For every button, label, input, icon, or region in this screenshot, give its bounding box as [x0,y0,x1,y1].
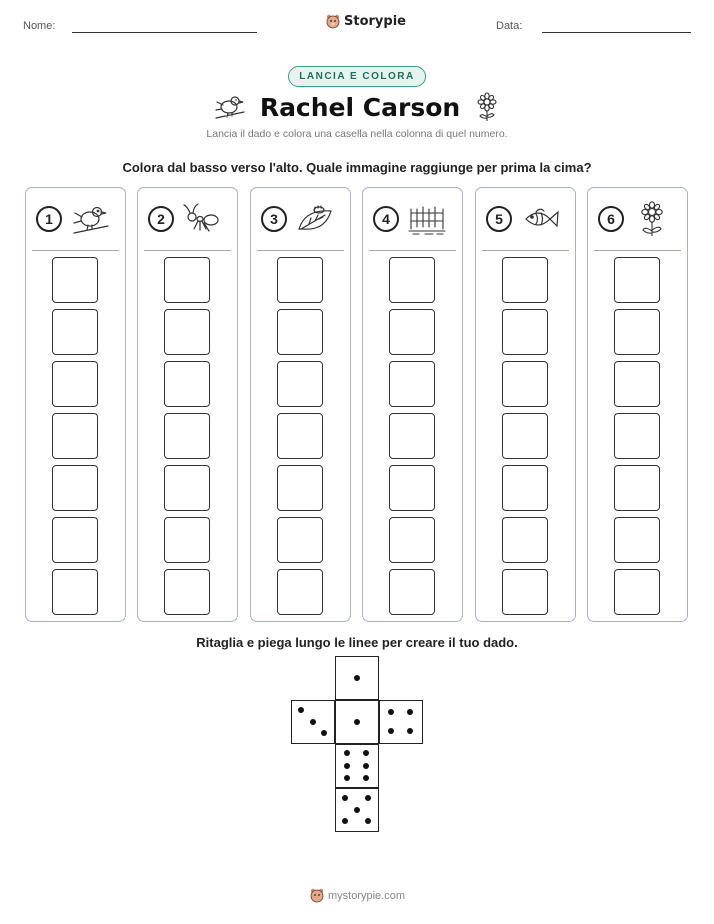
color-box[interactable] [389,517,435,563]
dice-face-3 [291,700,335,744]
color-box[interactable] [614,413,660,459]
storypie-mascot-icon [310,888,324,903]
color-box[interactable] [614,517,660,563]
flower-icon [474,92,500,122]
subtitle: Lancia il dado e colora una casella nella colonna di quel numero. [206,128,508,140]
color-box[interactable] [52,465,98,511]
dice-pip [363,763,369,769]
dice-pip [310,719,316,725]
color-box[interactable] [164,361,210,407]
dice-pip [363,750,369,756]
color-box[interactable] [52,517,98,563]
color-box[interactable] [277,257,323,303]
dice-pip [388,709,394,715]
name-line[interactable] [72,32,257,33]
color-box[interactable] [614,257,660,303]
color-box[interactable] [389,413,435,459]
color-box[interactable] [502,517,548,563]
color-box[interactable] [389,569,435,615]
brand-logo [326,14,406,29]
brand-name: Storypie [344,14,406,29]
leaf-icon [295,201,335,237]
dice-face-1 [335,656,379,700]
activity-badge: LANCIA E COLORA [288,66,425,87]
color-box[interactable] [502,569,548,615]
column-divider [482,250,569,251]
dice-face-1 [335,700,379,744]
column-4 [362,187,463,622]
color-box[interactable] [277,309,323,355]
dice-pip [342,818,348,824]
date-line[interactable] [542,32,691,33]
column-divider [257,250,344,251]
dice-face-4 [379,700,423,744]
bird-icon [214,92,246,122]
color-box[interactable] [277,413,323,459]
color-box[interactable] [164,517,210,563]
column-number: 4 [373,206,399,232]
color-box[interactable] [277,569,323,615]
footer-url[interactable]: mystorypie.com [328,889,406,902]
dice-pip [344,763,350,769]
dice-pip [344,750,350,756]
color-box[interactable] [277,361,323,407]
color-box[interactable] [164,309,210,355]
column-number: 2 [148,206,174,232]
dice-face-5 [335,788,379,832]
color-box[interactable] [277,465,323,511]
color-box[interactable] [52,309,98,355]
dice-instruction: Ritaglia e piega lungo le linee per creare il tuo dado. [196,635,518,650]
color-box[interactable] [389,361,435,407]
column-3 [250,187,351,622]
dice-pip [321,730,327,736]
color-box[interactable] [389,465,435,511]
column-6 [587,187,688,622]
color-box[interactable] [164,257,210,303]
column-divider [32,250,119,251]
dice-pip [407,728,413,734]
dice-pip [365,795,371,801]
column-5 [475,187,576,622]
column-number: 3 [261,206,287,232]
marsh-icon [407,201,447,237]
column-number: 6 [598,206,624,232]
column-2 [137,187,238,622]
color-box[interactable] [164,465,210,511]
color-box[interactable] [502,465,548,511]
color-box[interactable] [52,257,98,303]
dice-pip [363,775,369,781]
dice-pip [298,707,304,713]
instruction: Colora dal basso verso l'alto. Quale immagine raggiunge per prima la cima? [122,160,592,175]
color-box[interactable] [502,413,548,459]
dice-face-6 [335,744,379,788]
page-title: Rachel Carson [259,92,461,122]
name-label: Nome: [23,20,56,32]
column-divider [369,250,456,251]
color-box[interactable] [277,517,323,563]
color-box[interactable] [614,309,660,355]
column-1 [25,187,126,622]
flower-icon [632,201,672,237]
color-box[interactable] [614,569,660,615]
date-label: Data: [496,20,523,32]
color-box[interactable] [52,569,98,615]
fish-icon [520,201,560,237]
color-box[interactable] [52,413,98,459]
color-box[interactable] [502,257,548,303]
column-number: 5 [486,206,512,232]
dice-pip [342,795,348,801]
color-box[interactable] [164,413,210,459]
dice-pip [354,719,360,725]
dice-pip [344,775,350,781]
ant-icon [182,201,222,237]
dice-pip [354,807,360,813]
dice-pip [365,818,371,824]
column-divider [144,250,231,251]
color-box[interactable] [614,465,660,511]
color-box[interactable] [389,257,435,303]
storypie-mascot-icon [326,14,340,29]
color-box[interactable] [164,569,210,615]
column-number: 1 [36,206,62,232]
color-box[interactable] [614,361,660,407]
footer [310,888,405,903]
dice-pip [388,728,394,734]
color-box[interactable] [502,361,548,407]
column-divider [594,250,681,251]
dice-pip [354,675,360,681]
dice-pip [407,709,413,715]
bird-icon [70,201,110,237]
color-box[interactable] [389,309,435,355]
color-box[interactable] [502,309,548,355]
color-box[interactable] [52,361,98,407]
